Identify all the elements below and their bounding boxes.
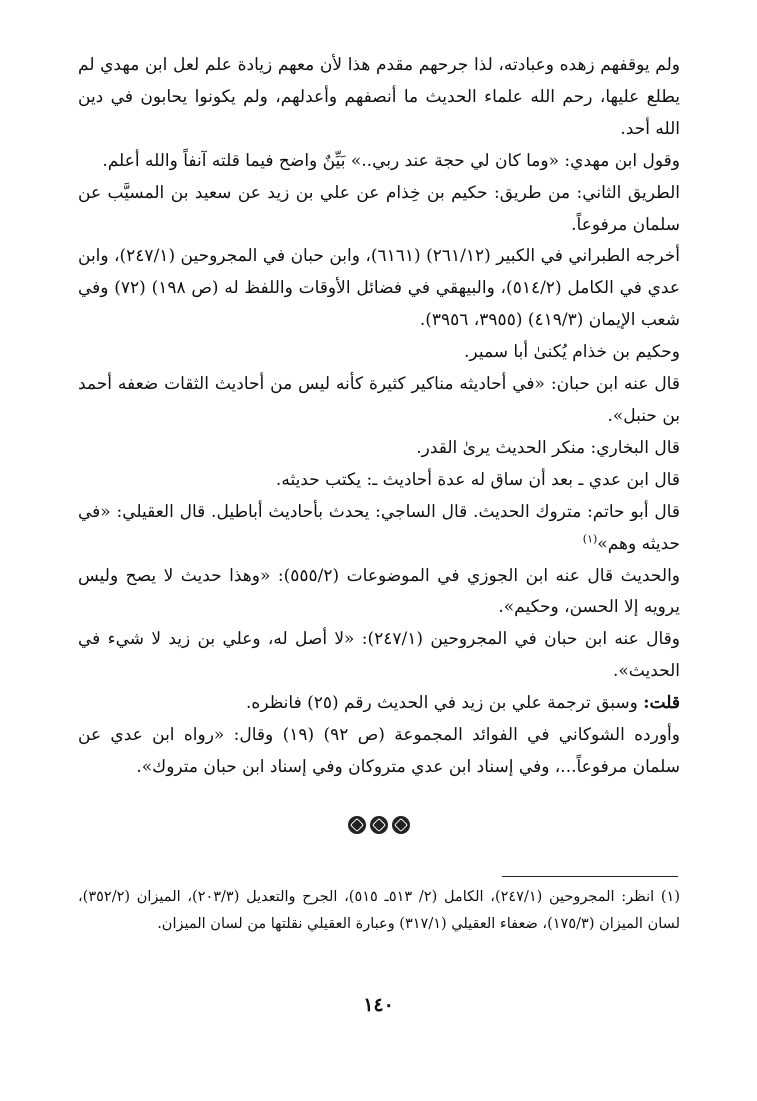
footnote bbox=[78, 884, 680, 937]
paragraph-11: وقال عنه ابن حبان في المجروحين (٢٤٧/١): «لا أصل له، وعلي بن زيد لا شيء في الحديث». bbox=[78, 629, 680, 682]
paragraph-9-text: قال أبو حاتم: متروك الحديث. قال الساجي: يحدث بأحاديث أباطيل. قال العقيلي: «في حديثه وهم» bbox=[78, 501, 680, 554]
paragraph-4: أخرجه الطبراني في الكبير (٢٦١/١٢) (٦١٦١)، وابن حبان في المجروحين (٢٤٧/١)، وابن عدي في الكامل (٥١٤/٢)، والبيهقي في فضائل الأوقات واللفظ له (ص ١٩٨) (٧٢) وفي شعب الإيمان (٤١٩/٣) (٣٩٥٥، ٣٩٥٦). bbox=[78, 246, 681, 331]
paragraph-5: وحكيم بن خذام يُكنىٰ أبا سمير. bbox=[464, 342, 680, 363]
main-text bbox=[78, 50, 680, 784]
ornament-icon bbox=[370, 816, 388, 834]
paragraph-6: قال عنه ابن حبان: «في أحاديثه مناكير كثيرة كأنه ليس من أحاديث الثقات ضعفه أحمد بن حنبل». bbox=[78, 374, 680, 426]
paragraph-13: وأورده الشوكاني في الفوائد المجموعة (ص ٩٢) (١٩) وقال: «رواه ابن عدي عن سلمان مرفوعاً...، وفي إسناد ابن عدي متروكان وفي إسناد ابن حبان متروك». bbox=[78, 725, 680, 777]
paragraph-3: الطريق الثاني: من طريق: حكيم بن خِذام عن علي بن زيد عن سعيد بن المسيَّب عن سلمان مرفوعاً. bbox=[78, 182, 680, 235]
paragraph-2: وقول ابن مهدي: «وما كان لي حجة عند ربي..» بَيِّنٌ واضح فيما قلته آنفاً والله أعلم. bbox=[102, 150, 680, 171]
paragraph-1: ولم يوقفهم زهده وعبادته، لذا جرحهم مقدم هذا لأن معهم زيادة علم لعل ابن مهدي لم يطلع عليها، رحم الله علماء الحديث ما أنصفهم وأعدلهم، ولم يكونوا يحابون في دين الله أحد. bbox=[78, 55, 680, 139]
page-number: ١٤٠ bbox=[363, 994, 394, 1016]
ornament-icon bbox=[348, 816, 366, 834]
section-ornament bbox=[0, 816, 757, 838]
ornament-icon bbox=[392, 816, 410, 834]
paragraph-7: قال البخاري: منكر الحديث يرىٰ القدر. bbox=[416, 437, 680, 458]
paragraph-8: قال ابن عدي ـ بعد أن ساق له عدة أحاديث ـ: يكتب حديثه. bbox=[275, 469, 680, 490]
qult-label: قلت: bbox=[643, 693, 680, 714]
paragraph-12 bbox=[78, 688, 680, 720]
footnote-reference[interactable]: (١) bbox=[582, 531, 598, 545]
footnote-text: انظر: المجروحين (٢٤٧/١)، الكامل (٢/ ٥١٣ـ ٥١٥)، الجرح والتعديل (٢٠٣/٣)، الميزان (٣٥٢/٢)، لسان الميزان (١٧٥/٣)، ضعفاء العقيلي (٣١٧/١) وعبارة العقيلي نقلتها من لسان الميزان. bbox=[78, 889, 680, 932]
paragraph-10: والحديث قال عنه ابن الجوزي في الموضوعات (٥٥٥/٢): «وهذا حديث لا يصح وليس يرويه إلا الحسن، وحكيم». bbox=[78, 565, 680, 618]
paragraph-12-text: وسبق ترجمة علي بن زيد في الحديث رقم (٢٥) فانظره. bbox=[246, 693, 644, 714]
paragraph-9 bbox=[78, 497, 680, 561]
footnote-divider bbox=[502, 876, 678, 877]
footnote-number: (١) bbox=[660, 889, 680, 905]
